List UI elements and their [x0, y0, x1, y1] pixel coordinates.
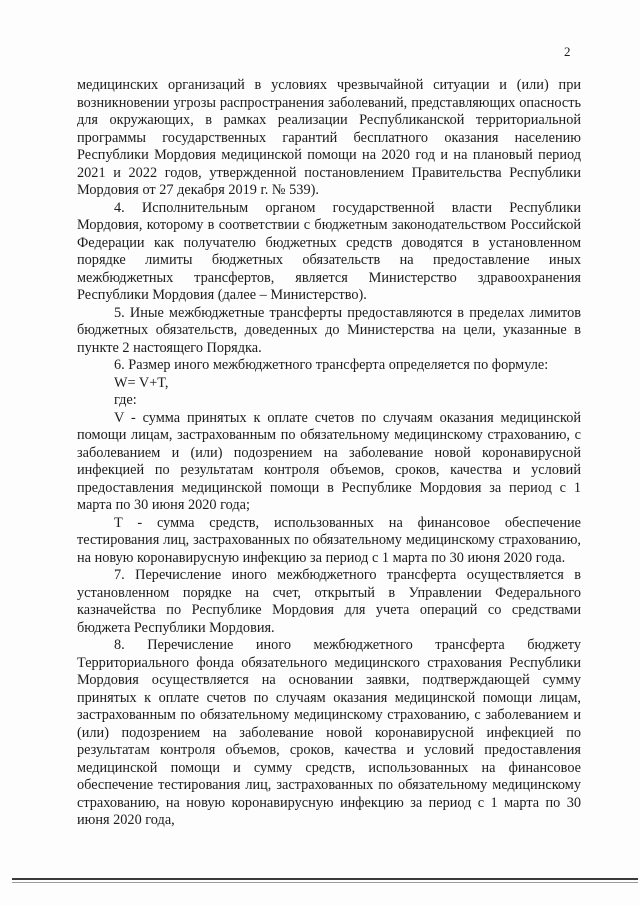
document-body	[77, 77, 581, 830]
definition-v: V - сумма принятых к оплате счетов по случаям оказания медицинской помощи лицам, застрахованным по обязательному медицинскому страхованию, с заболеванием и (или) подозрением на заболевание новой коронавирусной инфекцией по результатам контроля объемов, сроков, качества и условий предоставления медицинской помощи в Республике Мордовия за период с 1 марта по 30 июня 2020 года;	[77, 409, 581, 513]
scan-edge-shadow	[12, 882, 638, 883]
formula-where: где:	[114, 392, 137, 408]
formula: W= V+T,	[114, 374, 169, 391]
paragraph-7: 7. Перечисление иного межбюджетного трансферта осуществляется в установленном порядке на счет, открытый в Управлении Федерального казначейства по Республике Мордовия для учета операций со средствами бюджета Республики Мордовия.	[77, 567, 581, 636]
paragraph-5: 5. Иные межбюджетные трансферты предоставляются в пределах лимитов бюджетных обязательств, доведенных до Министерства на цели, указанные в пункте 2 настоящего Порядка.	[77, 304, 581, 356]
scan-edge-line	[12, 878, 638, 880]
paragraph-continuation: медицинских организаций в условиях чрезвычайной ситуации и (или) при возникновении угрозы распространения заболеваний, представляющих опасность для окружающих, в рамках реализации Республиканской территориальной программы государственных гарантий бесплатного оказания населению Республики Мордовия медицинской помощи на 2020 год и на плановый период 2021 и 2022 годов, утвержденной постановлением Правительства Республики Мордовия от 27 декабря 2019 г. № 539).	[77, 77, 581, 198]
paragraph-4: 4. Исполнительным органом государственной власти Республики Мордовия, которому в соответствии с бюджетным законодательством Российской Федерации как получателю бюджетных средств доводятся в установленном порядке лимиты бюджетных обязательств на предоставление иных межбюджетных трансфертов, является Министерство здравоохранения Республики Мордовия (далее – Министерство).	[77, 199, 581, 303]
paragraph-8: 8. Перечисление иного межбюджетного трансферта бюджету Территориального фонда обязательного медицинского страхования Республики Мордовия осуществляется на основании заявки, подтверждающей сумму принятых к оплате счетов по случаям оказания медицинской помощи лицам, застрахованным по обязательному медицинскому страхованию, с заболеванием и (или) подозрением на заболевание новой коронавирусной инфекцией по результатам контроля объемов, сроков, качества и условий предоставления медицинской помощи и сумму средств, использованных на финансовое обеспечение тестирования лиц, застрахованных по обязательному медицинскому страхованию, на новую коронавирусную инфекцию за период с 1 марта по 30 июня 2020 года,	[77, 637, 581, 828]
page-number: 2	[564, 44, 571, 59]
definition-t: T - сумма средств, использованных на финансовое обеспечение тестирования лиц, застрахованных по обязательному медицинскому страхованию, на новую коронавирусную инфекцию за период с 1 марта по 30 июня 2020 года.	[77, 514, 581, 566]
paragraph-6: 6. Размер иного межбюджетного трансферта определяется по формуле:	[114, 357, 549, 373]
